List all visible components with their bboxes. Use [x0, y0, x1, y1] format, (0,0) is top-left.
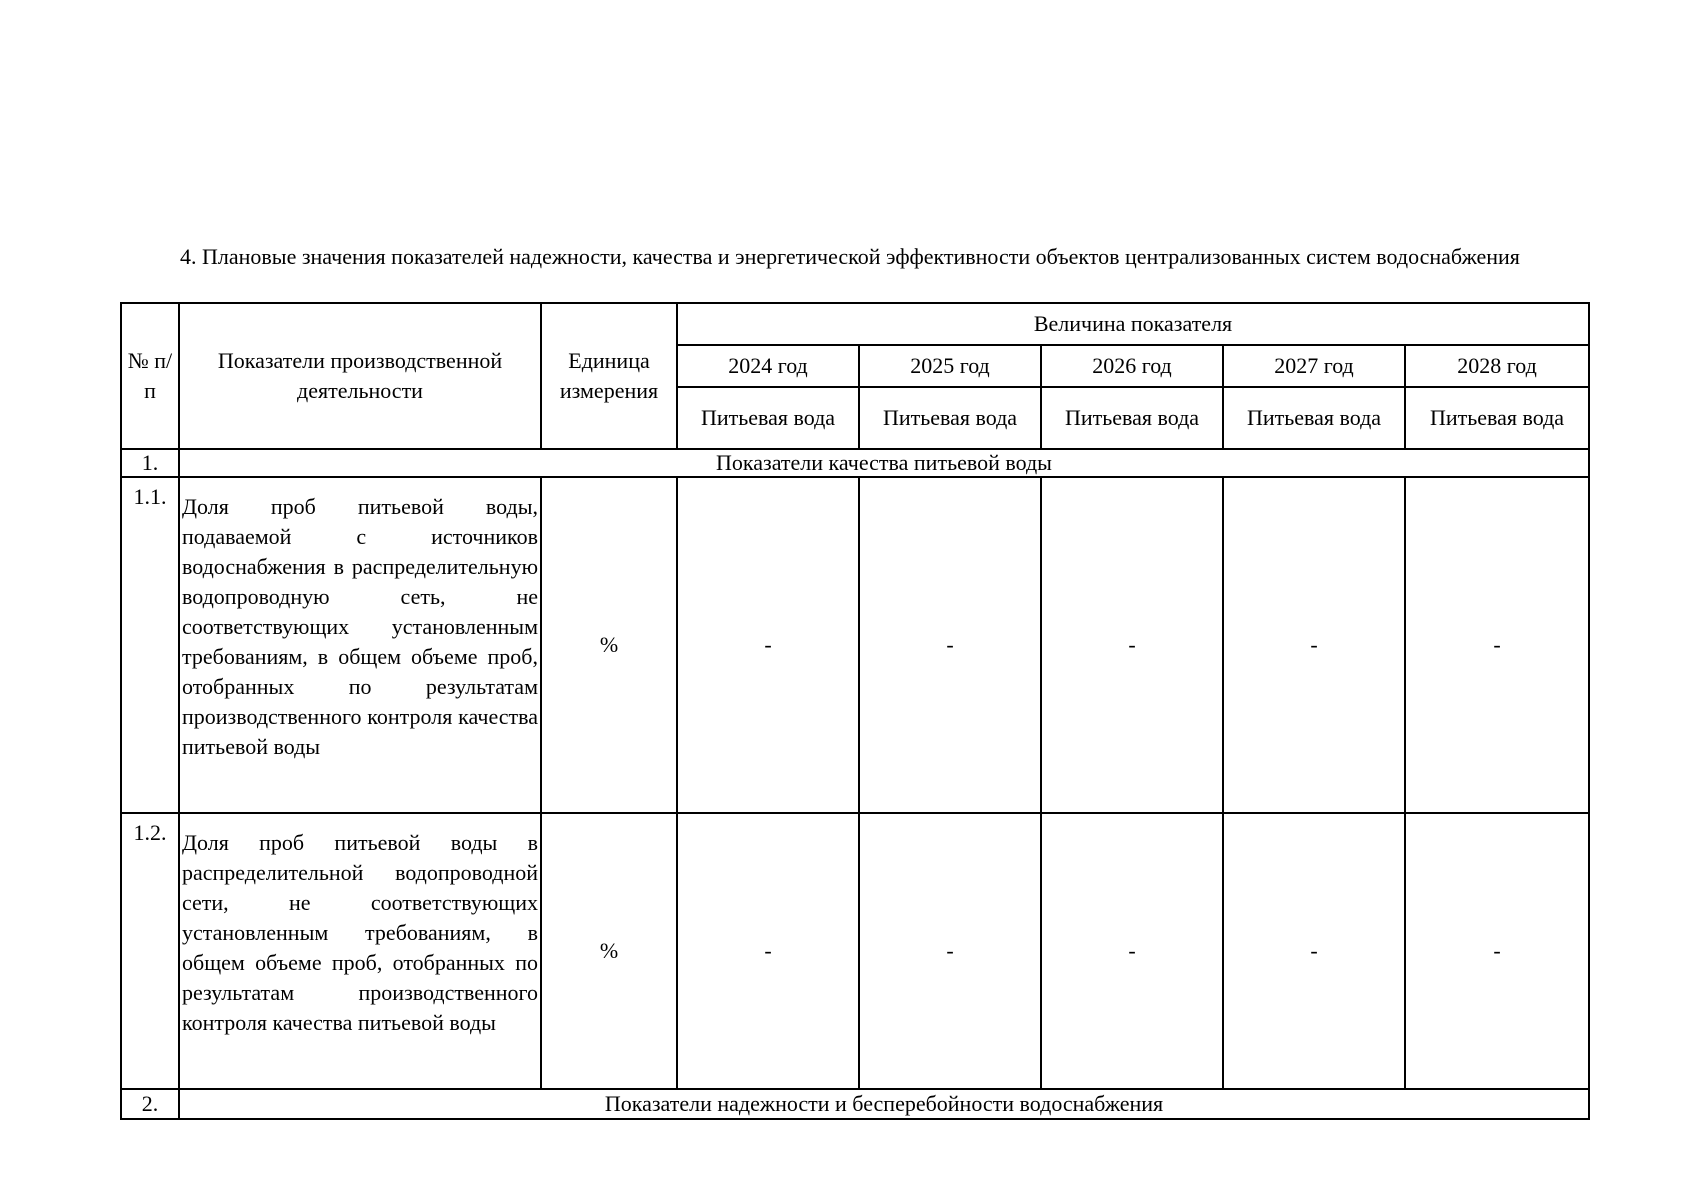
header-year: 2025 год: [859, 345, 1041, 387]
table-heading: 4. Плановые значения показателей надежности, качества и энергетической эффективности объектов централизованных систем водоснабжения: [180, 244, 1520, 269]
header-subheader: Питьевая вода: [677, 387, 859, 449]
table-row: [121, 813, 1589, 1089]
row-value: -: [677, 477, 859, 813]
section-num: 2.: [121, 1089, 179, 1119]
header-subheader: Питьевая вода: [1041, 387, 1223, 449]
header-row-1: [121, 303, 1589, 345]
header-indicator: Показатели производственной деятельности: [179, 303, 541, 449]
header-subheader: Питьевая вода: [1223, 387, 1405, 449]
row-unit: %: [541, 813, 677, 1089]
row-unit: %: [541, 477, 677, 813]
section-num: 1.: [121, 449, 179, 477]
header-year: 2028 год: [1405, 345, 1589, 387]
row-value: -: [1405, 477, 1589, 813]
header-subheader: Питьевая вода: [859, 387, 1041, 449]
row-value: -: [1041, 477, 1223, 813]
header-num: № п/п: [121, 303, 179, 449]
row-value: -: [1223, 477, 1405, 813]
row-value: -: [859, 477, 1041, 813]
row-description-cell: [179, 477, 541, 813]
indicators-table: [120, 302, 1590, 1120]
row-description: Доля проб питьевой воды в распределительной водопроводной сети, не соответствующих установленным требованиям, в общем объеме проб, отобранных по результатам производственного контроля качества питьевой воды: [182, 830, 538, 1035]
row-value: -: [1041, 813, 1223, 1089]
header-year: 2027 год: [1223, 345, 1405, 387]
row-value: -: [859, 813, 1041, 1089]
header-unit: Единица измерения: [541, 303, 677, 449]
header-value-group: Величина показателя: [677, 303, 1589, 345]
header-year: 2024 год: [677, 345, 859, 387]
section-title: Показатели качества питьевой воды: [179, 449, 1589, 477]
section-row: [121, 1089, 1589, 1119]
section-title: Показатели надежности и бесперебойности водоснабжения: [179, 1089, 1589, 1119]
row-description-cell: [179, 813, 541, 1089]
row-value: -: [1223, 813, 1405, 1089]
row-value: -: [1405, 813, 1589, 1089]
header-subheader: Питьевая вода: [1405, 387, 1589, 449]
row-num: 1.1.: [121, 477, 179, 813]
row-num: 1.2.: [121, 813, 179, 1089]
header-year: 2026 год: [1041, 345, 1223, 387]
table-row: [121, 477, 1589, 813]
section-row: [121, 449, 1589, 477]
row-value: -: [677, 813, 859, 1089]
row-description: Доля проб питьевой воды, подаваемой с источников водоснабжения в распределительную водопроводную сеть, не соответствующих установленным требованиям, в общем объеме проб, отобранных по результатам производственного контроля качества питьевой воды: [182, 494, 538, 759]
